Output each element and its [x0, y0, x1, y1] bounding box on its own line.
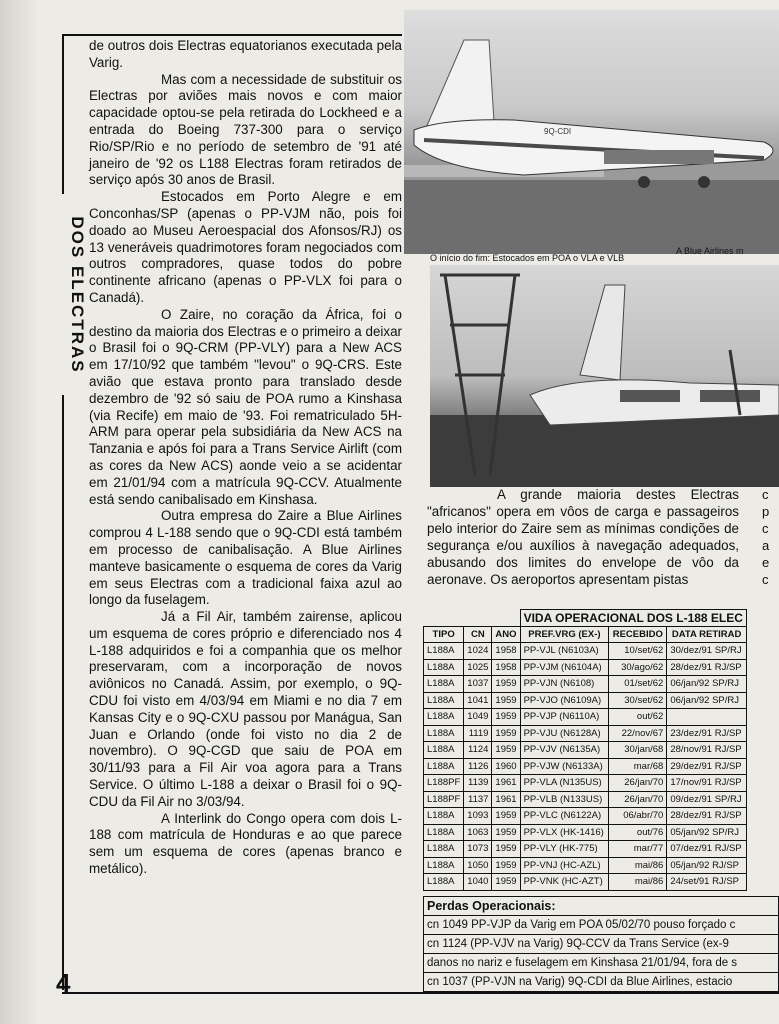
- table-cell: 22/nov/67: [609, 725, 667, 742]
- table-cell: 1037: [464, 676, 492, 693]
- table-cell: mar/77: [609, 841, 667, 858]
- table-cell: 10/set/62: [609, 643, 667, 660]
- frame-line-left-lower: [62, 395, 64, 990]
- paragraph: de outros dois Electras equatorianos executada pela Varig.: [89, 38, 402, 70]
- table-cell: 28/dez/91 RJ/SP: [667, 659, 747, 676]
- table-cell: 26/jan/70: [609, 791, 667, 808]
- table-row: [424, 841, 747, 858]
- table-cell: PP-VJL (N6103A): [520, 643, 609, 660]
- table-cell: 24/set/91 RJ/SP: [667, 874, 747, 891]
- table-cell: 06/jan/92 SP/RJ: [667, 692, 747, 709]
- table-cell: L188A: [424, 659, 464, 676]
- table-cell: 17/nov/91 RJ/SP: [667, 775, 747, 792]
- operational-life-table: [423, 609, 747, 891]
- table-cell: 1959: [492, 676, 520, 693]
- table-cell: 1119: [464, 725, 492, 742]
- table-row: [424, 692, 747, 709]
- table-cell: 1961: [492, 791, 520, 808]
- table-cell: mai/86: [609, 874, 667, 891]
- table-cell: [667, 709, 747, 726]
- table-row: [424, 742, 747, 759]
- table-cell: PP-VJW (N6133A): [520, 758, 609, 775]
- table-cell: L188A: [424, 692, 464, 709]
- edge-letter: c: [762, 487, 769, 502]
- table-row: [424, 874, 747, 891]
- table-row: [424, 659, 747, 676]
- table-row: [424, 857, 747, 874]
- table-cell: PP-VLX (HK-1416): [520, 824, 609, 841]
- table-cell: PP-VNJ (HC-AZL): [520, 857, 609, 874]
- table-cell: 05/jan/92 SP/RJ: [667, 824, 747, 841]
- table-cell: L188A: [424, 824, 464, 841]
- table-title: VIDA OPERACIONAL DOS L-188 ELEC: [520, 610, 746, 627]
- table-cell: 1959: [492, 824, 520, 841]
- table-cell: L188PF: [424, 775, 464, 792]
- page-shadow: [0, 0, 40, 1024]
- table-cell: 1959: [492, 725, 520, 742]
- edge-letter: a: [762, 538, 770, 553]
- table-cell: 1126: [464, 758, 492, 775]
- table-cell: 1958: [492, 643, 520, 660]
- table-cell: 1073: [464, 841, 492, 858]
- table-cell: L188A: [424, 725, 464, 742]
- table-row: [424, 676, 747, 693]
- cut-off-column-edge: [762, 486, 779, 588]
- loss-line: cn 1124 (PP-VJV na Varig) 9Q-CCV da Trans Service (ex-9: [423, 935, 779, 954]
- table-cell: L188A: [424, 742, 464, 759]
- table-cell: 1050: [464, 857, 492, 874]
- table-cell: L188A: [424, 874, 464, 891]
- table-cell: 09/dez/91 SP/RJ: [667, 791, 747, 808]
- table-row: [424, 824, 747, 841]
- table-cell: L188A: [424, 643, 464, 660]
- table-cell: 28/dez/91 RJ/SP: [667, 808, 747, 825]
- table-cell: 1959: [492, 857, 520, 874]
- table-cell: 05/jan/92 RJ/SP: [667, 857, 747, 874]
- column-header: PREF.VRG (EX-): [520, 626, 609, 643]
- table-cell: 01/set/62: [609, 676, 667, 693]
- table-cell: 30/jan/68: [609, 742, 667, 759]
- table-cell: L188A: [424, 808, 464, 825]
- table-cell: PP-VJU (N6128A): [520, 725, 609, 742]
- edge-letter: c: [762, 521, 769, 536]
- table-cell: PP-VLA (N135US): [520, 775, 609, 792]
- table-row: [424, 791, 747, 808]
- table-cell: 07/dez/91 RJ/SP: [667, 841, 747, 858]
- section-title: [52, 200, 87, 390]
- losses-title: Perdas Operacionais:: [423, 896, 779, 916]
- table-cell: L188A: [424, 841, 464, 858]
- paragraph: O Zaire, no coração da África, foi o destino da maioria dos Electras e o primeiro a deixar o Brasil foi o 9Q-CRM (PP-VLY) para a New ACS em 17/10/92 que também "levou" o 9Q-CRS. Este avião que estava pronto para translado desde dezembro de '92 só saiu de POA rumo a Kinshasa (via Recife) em maio de '93. Foi rematriculado 5H-ARM para operar pela subsidiária da New ACS na Tanzania e após foi para a Trans Service Airlift (com as cores da New ACS) aonde veio a se acidentar em 21/01/94 com a matrícula 9Q-CCV. Atualmente está sendo canibalisado em Kinshasa.: [89, 306, 402, 507]
- paragraph: Mas com a necessidade de substituir os Electras por aviões mais novos e com maior capacidade optou-se pela retirada do Lockheed e a entrada do Boeing 737-300 para o serviço Rio/SP/Rio e no período de setembro de '91 até janeiro de '92 os L188 Electras foram retirados de serviço após 30 anos de Brasil.: [89, 71, 402, 188]
- table-cell: 1041: [464, 692, 492, 709]
- table-cell: 1960: [492, 758, 520, 775]
- table-cell: 28/nov/91 RJ/SP: [667, 742, 747, 759]
- column-header: TIPO: [424, 626, 464, 643]
- table-cell: L188A: [424, 709, 464, 726]
- frame-line-top: [62, 34, 402, 36]
- table-cell: PP-VJM (N6104A): [520, 659, 609, 676]
- table-cell: L188PF: [424, 791, 464, 808]
- frame-line-bottom: [62, 992, 779, 994]
- operational-losses: [423, 896, 779, 992]
- photo-caption: O início do fim: Estocados em POA o VLA e VLB: [430, 253, 625, 263]
- paragraph: A Interlink do Congo opera com dois L-188 com matrícula de Honduras e ao que parece sem um esquema de cores (apenas branco e metálico).: [89, 810, 402, 877]
- table-cell: 1959: [492, 808, 520, 825]
- table-cell: 1063: [464, 824, 492, 841]
- table-cell: PP-VNK (HC-AZT): [520, 874, 609, 891]
- table-row: [424, 775, 747, 792]
- table-cell: 06/jan/92 SP/RJ: [667, 676, 747, 693]
- table-cell: 1959: [492, 692, 520, 709]
- table-body: [424, 643, 747, 891]
- table-cell: 1040: [464, 874, 492, 891]
- frame-line-left: [62, 34, 64, 194]
- edge-letter: p: [762, 504, 770, 519]
- table-cell: 1139: [464, 775, 492, 792]
- table-row: [424, 758, 747, 775]
- table-cell: L188A: [424, 676, 464, 693]
- section-title-text: DOS ELECTRAS: [68, 216, 87, 374]
- table-cell: PP-VLC (N6122A): [520, 808, 609, 825]
- right-column: [427, 486, 739, 588]
- table-row: [424, 643, 747, 660]
- paragraph: Já a Fil Air, também zairense, aplicou um esquema de cores próprio e diferenciado nos 4 L-188 adquiridos e foi a companhia que os melhor preservaram, com a incorporação de novos aviônicos no Canadá. Assim, por exemplo, o 9Q-CDU foi visto em 4/03/94 em Miami e no dia 7 em Kansas City e o 9Q-CXU passou por Manágua, San Juan e Orlando (onde foi visto no dia 2 de novembro). O 9Q-CGD que saiu de POA em 30/11/93 para a Fil Air voa agora para a Trans Service. O último L-188 a deixar o Brasil foi o 9Q-CDU da Fil Air no 3/03/94.: [89, 609, 402, 809]
- table-cell: mai/86: [609, 857, 667, 874]
- paragraph: Estocados em Porto Alegre e em Conconhas/SP (apenas o PP-VJM não, pois foi doado ao Museu Aeroespacial dos Afonsos/RJ) os 13 veneráveis quadrimotores foram negociados com outros compradores, quase todos do pobre continente africano (apenas o PP-VLX foi para o Canadá).: [89, 189, 402, 305]
- table-cell: 1958: [492, 659, 520, 676]
- table-cell: PP-VLY (HK-775): [520, 841, 609, 858]
- column-header: CN: [464, 626, 492, 643]
- table-row: [424, 808, 747, 825]
- table-cell: 1025: [464, 659, 492, 676]
- stored-aircraft-illustration: [430, 265, 779, 487]
- photo-electra-9q-cdi: [404, 10, 779, 254]
- table-cell: L188A: [424, 857, 464, 874]
- loss-line: danos no nariz e fuselagem em Kinshasa 21/01/94, fora de s: [423, 954, 779, 973]
- table-cell: PP-VJP (N6110A): [520, 709, 609, 726]
- edge-letter: c: [762, 572, 769, 587]
- table-cell: 1093: [464, 808, 492, 825]
- photo-stored-electras: [430, 265, 779, 487]
- table-cell: PP-VJN (N6108): [520, 676, 609, 693]
- edge-letter: e: [762, 555, 770, 570]
- table-cell: 1959: [492, 709, 520, 726]
- table-cell: 1961: [492, 775, 520, 792]
- loss-line: cn 1037 (PP-VJN na Varig) 9Q-CDI da Blue Airlines, estacio: [423, 973, 779, 992]
- column-header: DATA RETIRAD: [667, 626, 747, 643]
- paragraph: A grande maioria destes Electras "africanos" opera em vôos de carga e passageiros pelo interior do Zaire sem as mínimas condições de segurança e/ou auxílios à navegação adequados, abusando dos limites do envelope de vôo da aeronave. Os aeroportos apresentam pistas: [427, 487, 739, 587]
- table-cell: out/62: [609, 709, 667, 726]
- table-cell: 30/ago/62: [609, 659, 667, 676]
- table-cell: 29/dez/91 RJ/SP: [667, 758, 747, 775]
- table-cell: 1049: [464, 709, 492, 726]
- table-cell: 23/dez/91 RJ/SP: [667, 725, 747, 742]
- table-cell: 1124: [464, 742, 492, 759]
- table-cell: PP-VJO (N6109A): [520, 692, 609, 709]
- table-cell: 06/abr/70: [609, 808, 667, 825]
- photo-caption-right: A Blue Airlines m: [676, 246, 744, 256]
- table-cell: 30/set/62: [609, 692, 667, 709]
- left-column: [89, 38, 402, 878]
- table-cell: PP-VJV (N6135A): [520, 742, 609, 759]
- column-header: RECEBIDO: [609, 626, 667, 643]
- table-row: [424, 725, 747, 742]
- table-cell: 1959: [492, 742, 520, 759]
- table-row: [424, 709, 747, 726]
- table-cell: 26/jan/70: [609, 775, 667, 792]
- table-cell: PP-VLB (N133US): [520, 791, 609, 808]
- table-cell: 30/dez/91 SP/RJ: [667, 643, 747, 660]
- registration-text: 9Q-CDI: [544, 127, 572, 136]
- table-cell: 1024: [464, 643, 492, 660]
- aircraft-photo-illustration: [404, 10, 779, 254]
- table-cell: mar/68: [609, 758, 667, 775]
- table-cell: 1959: [492, 874, 520, 891]
- table-cell: 1959: [492, 841, 520, 858]
- table-cell: 1137: [464, 791, 492, 808]
- table-cell: out/76: [609, 824, 667, 841]
- paragraph: Outra empresa do Zaire a Blue Airlines comprou 4 L-188 sendo que o 9Q-CDI está também em processo de canibalisação. A Blue Airlines manteve basicamente o esquema de cores da Varig em seus Electras com a tradicional faixa azul ao longo da fuselagem.: [89, 508, 402, 608]
- table-cell: L188A: [424, 758, 464, 775]
- column-header: ANO: [492, 626, 520, 643]
- page-number: 4: [56, 968, 71, 998]
- loss-line: cn 1049 PP-VJP da Varig em POA 05/02/70 pouso forçado c: [423, 916, 779, 935]
